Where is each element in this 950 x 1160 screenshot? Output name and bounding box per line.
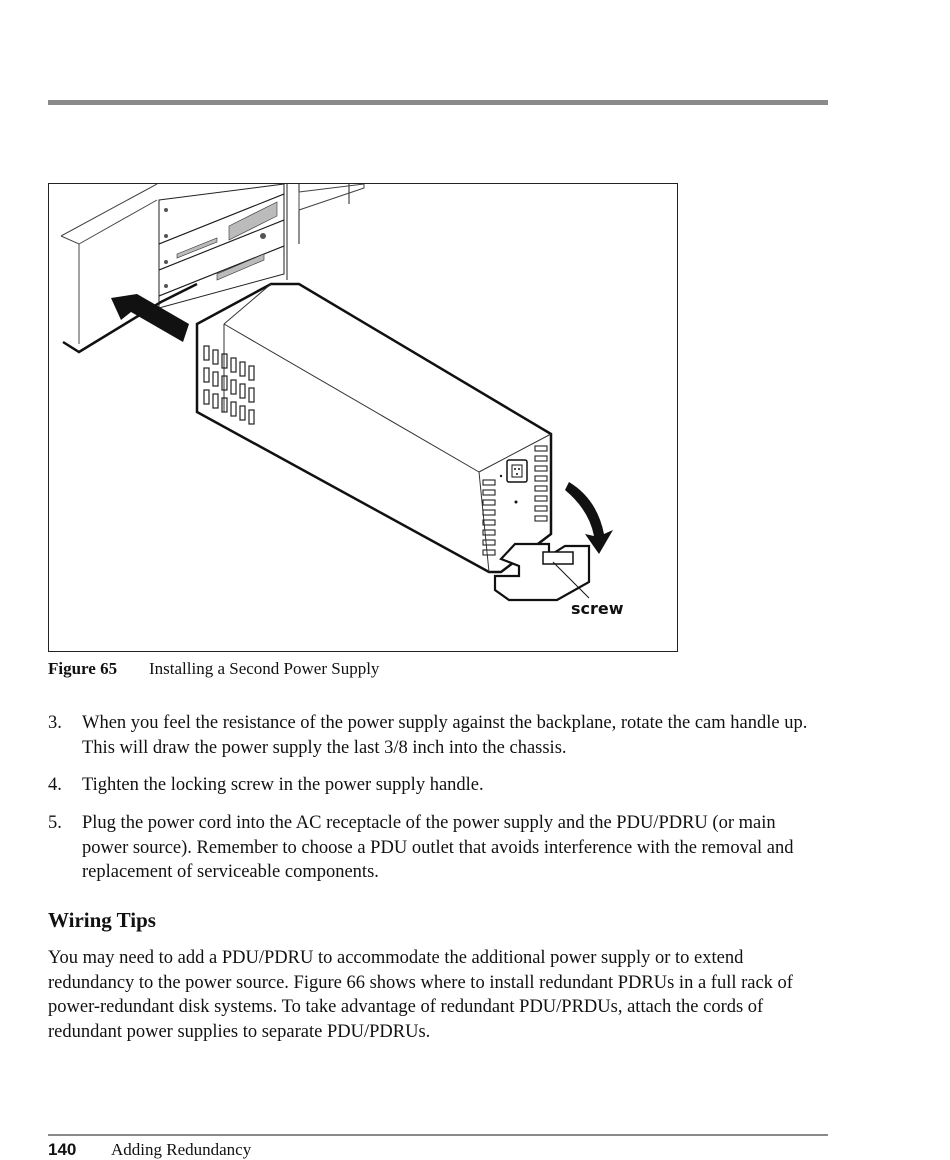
figure-title: Installing a Second Power Supply [149, 659, 380, 678]
section-heading: Wiring Tips [48, 908, 156, 932]
page-footer [48, 1140, 251, 1160]
step-number: 5. [48, 813, 62, 833]
figure-number: Figure 65 [48, 659, 118, 678]
page-number: 140 [48, 1140, 77, 1159]
power-supply-unit [197, 284, 551, 572]
figure-65-illustration [48, 183, 678, 652]
header-rule [48, 100, 828, 105]
step-4 [48, 773, 808, 798]
figure-caption [48, 659, 379, 679]
power-supply-installation-drawing [49, 184, 678, 652]
footer-rule [48, 1134, 828, 1136]
step-3 [48, 711, 808, 760]
step-text: Tighten the locking screw in the power supply handle. [82, 775, 484, 795]
step-5 [48, 811, 808, 885]
chapter-title: Adding Redundancy [111, 1140, 252, 1159]
rotate-direction-arrow [565, 482, 613, 554]
screw-callout-label: screw [571, 599, 624, 618]
step-number: 3. [48, 713, 62, 733]
insert-direction-arrow [111, 294, 189, 342]
step-text: When you feel the resistance of the power supply against the backplane, rotate the cam handle up. This will draw the power supply the last 3/8 inch into the chassis. [82, 713, 808, 758]
step-number: 4. [48, 775, 62, 795]
section-paragraph: You may need to add a PDU/PDRU to accommodate the additional power supply or to extend redundancy to the power source. Figure 66 shows where to install redundant PDRUs in a full rack of power-redundant disk systems. To take advantage of redundant PDU/PRDUs, attach the cords of redundant power supplies to separate PDU/PDRUs. [48, 948, 793, 1042]
step-text: Plug the power cord into the AC receptacle of the power supply and the PDU/PDRU (or main power source). Remember to choose a PDU outlet that avoids interference with the removal and replacement of serviceable components. [82, 813, 794, 882]
cam-handle [495, 544, 589, 600]
